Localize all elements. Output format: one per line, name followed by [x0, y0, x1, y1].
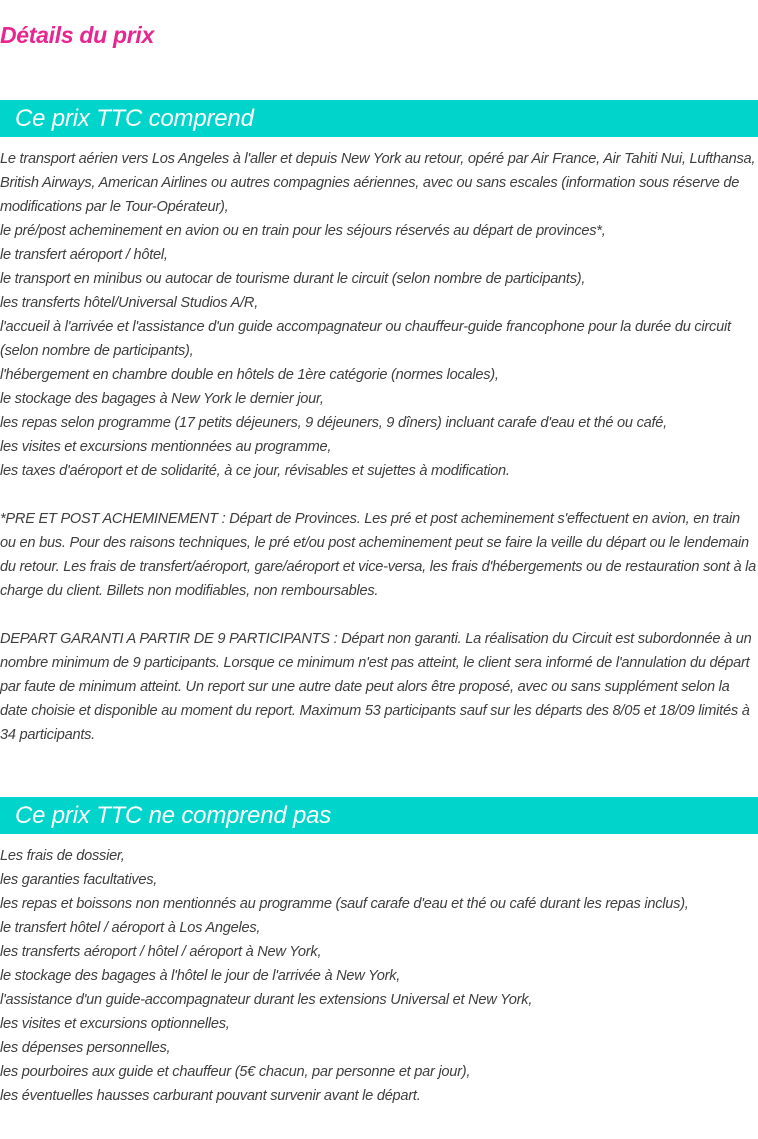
excluded-item-depenses: les dépenses personnelles, — [0, 1040, 171, 1056]
included-item-visites: les visites et excursions mentionnées au programme, — [0, 439, 332, 455]
excluded-list — [0, 844, 758, 1108]
excluded-item-pourboires: les pourboires aux guide et chauffeur (5€ chacun, par personne et par jour), — [0, 1064, 471, 1080]
excluded-item-assistance-guide: l'assistance d'un guide-accompagnateur durant les extensions Universal et New York, — [0, 992, 533, 1008]
note-pre-post-acheminement: *PRE ET POST ACHEMINEMENT : Départ de Provinces. Les pré et post acheminement s'effectuent en avion, en train ou en bus. Pour des raisons techniques, le pré et/ou post acheminement peut se faire la veille du départ ou le lendemain du retour. Les frais de transfert/aéroport, gare/aéroport et vice-versa, les frais d'hébergements ou de restauration sont à la charge du client. Billets non modifiables, non remboursables. — [0, 511, 756, 599]
excluded-item-transfert-los-angeles: le transfert hôtel / aéroport à Los Angeles, — [0, 920, 261, 936]
included-item-transport-aerien: Le transport aérien vers Los Angeles à l'aller et depuis New York au retour, opéré par Air France, Air Tahiti Nui, Lufthansa, British Airways, American Airlines ou autres compagnies aériennes, avec ou sans escales (information sous réserve de modifications par le Tour-Opérateur), — [0, 151, 756, 215]
note-depart-garanti: DEPART GARANTI A PARTIR DE 9 PARTICIPANTS : Départ non garanti. La réalisation du Circuit est subordonnée à un nombre minimum de 9 participants. Lorsque ce minimum n'est pas atteint, le client sera informé de l'annulation du départ par faute de minimum atteint. Un report sur une autre date peut alors être proposé, avec ou sans supplément selon la date choisie et disponible au moment du report. Maximum 53 participants sauf sur les départs des 8/05 et 18/09 limités à 34 participants. — [0, 631, 752, 743]
excluded-item-transferts-new-york: les transferts aéroport / hôtel / aéroport à New York, — [0, 944, 322, 960]
included-item-taxes: les taxes d'aéroport et de solidarité, à ce jour, révisables et sujettes à modification. — [0, 463, 510, 479]
included-item-stockage-bagages: le stockage des bagages à New York le dernier jour, — [0, 391, 324, 407]
page-title: Détails du prix — [0, 22, 154, 48]
excluded-heading: Ce prix TTC ne comprend pas — [15, 802, 332, 829]
excluded-item-visites-optionnelles: les visites et excursions optionnelles, — [0, 1016, 230, 1032]
excluded-section-header — [0, 797, 758, 834]
excluded-item-garanties: les garanties facultatives, — [0, 872, 158, 888]
excluded-item-hausses-carburant: les éventuelles hausses carburant pouvant survenir avant le départ. — [0, 1088, 421, 1104]
included-item-transport-minibus: le transport en minibus ou autocar de tourisme durant le circuit (selon nombre de participants), — [0, 271, 586, 287]
excluded-item-repas-boissons: les repas et boissons non mentionnés au programme (sauf carafe d'eau et thé ou café durant les repas inclus), — [0, 896, 689, 912]
included-item-accueil-guide: l'accueil à l'arrivée et l'assistance d'un guide accompagnateur ou chauffeur-guide francophone pour la durée du circuit (selon nombre de participants), — [0, 319, 731, 359]
included-item-repas: les repas selon programme (17 petits déjeuners, 9 déjeuners, 9 dîners) incluant carafe d'eau et thé ou café, — [0, 415, 667, 431]
included-item-hebergement: l'hébergement en chambre double en hôtels de 1ère catégorie (normes locales), — [0, 367, 499, 383]
included-list — [0, 147, 758, 747]
included-item-transferts-universal: les transferts hôtel/Universal Studios A/R, — [0, 295, 258, 311]
excluded-item-stockage-bagages: le stockage des bagages à l'hôtel le jour de l'arrivée à New York, — [0, 968, 401, 984]
included-heading: Ce prix TTC comprend — [15, 105, 254, 132]
included-item-transfert-aeroport-hotel: le transfert aéroport / hôtel, — [0, 247, 168, 263]
excluded-item-frais-dossier: Les frais de dossier, — [0, 848, 125, 864]
included-item-pre-post-acheminement: le pré/post acheminement en avion ou en train pour les séjours réservés au départ de provinces*, — [0, 223, 606, 239]
included-section-header — [0, 100, 758, 137]
